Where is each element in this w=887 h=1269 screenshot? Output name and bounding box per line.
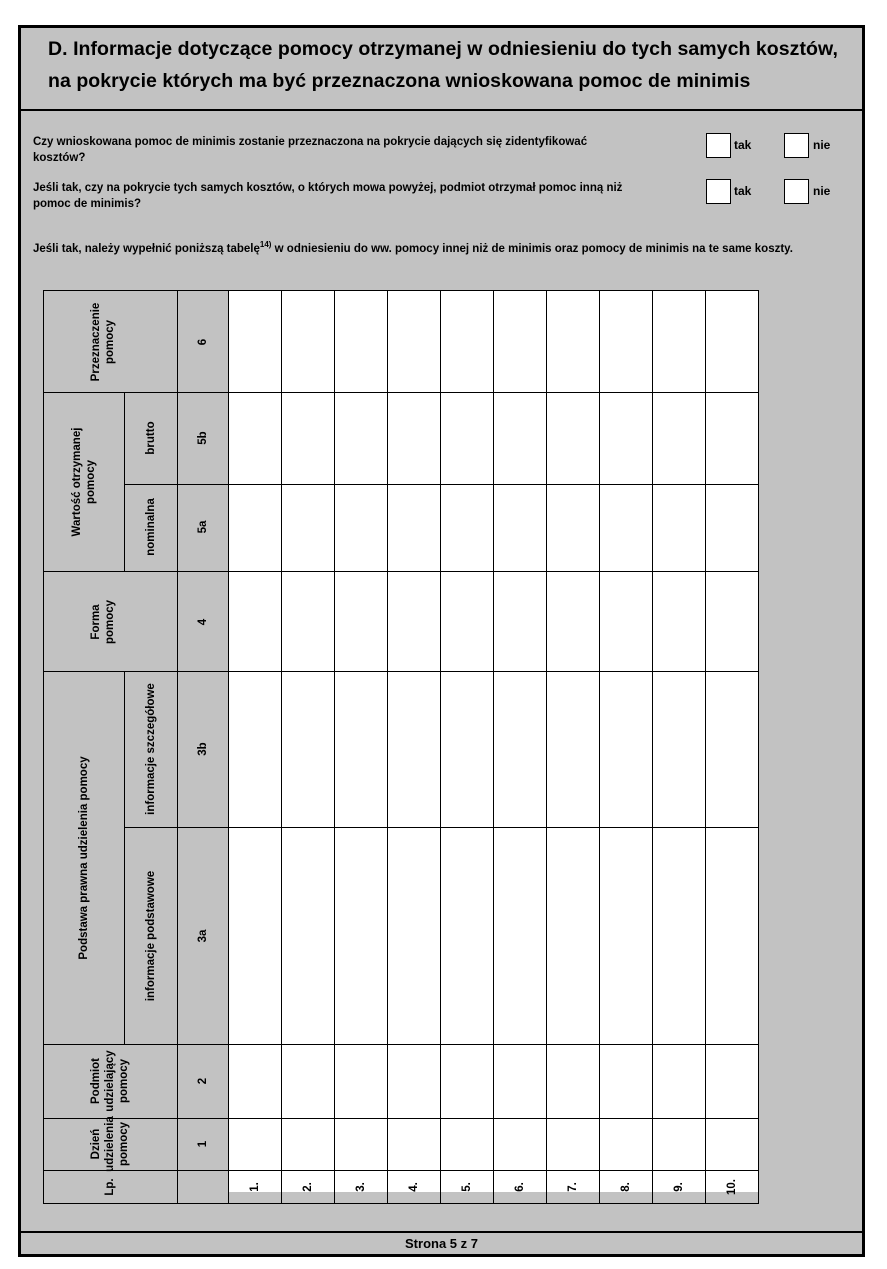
header-podstawa: Podstawa prawna udzielenia pomocy [78,756,90,960]
q1-no-label: nie [813,138,831,152]
header-podstawowe: informacje podstawowe [145,870,157,1002]
row-number: 8. [620,1182,632,1192]
q2-yes-label: tak [734,184,752,198]
q2-no-label: nie [813,184,831,198]
header-przeznaczenie: Przeznaczenie pomocy [90,302,116,382]
section-title-line-2: na pokrycie których ma być przeznaczona wnioskowana pomoc de minimis [48,70,751,92]
section-title-line-1: D. Informacje dotyczące pomocy otrzymanej w odniesieniu do tych samych kosztów, [48,38,838,60]
row-number: 7. [567,1182,579,1192]
page-number: Strona 5 z 7 [405,1236,478,1251]
aid-table-grid [21,28,862,1254]
header-brutto: brutto [145,421,157,455]
row-number: 9. [673,1182,685,1192]
column-code: 2 [197,1077,209,1085]
header-wartosc: Wartość otrzymanej pomocy [71,427,97,537]
question-3-text: Jeśli tak, należy wypełnić poniższą tabelę [33,242,260,255]
column-code: 3b [197,742,209,756]
row-number: 6. [514,1182,526,1192]
row-number: 2. [302,1182,314,1192]
header-nominalna: nominalna [145,498,157,556]
column-code: 5b [197,431,209,445]
row-number: 3. [355,1182,367,1192]
page-footer [21,1231,862,1254]
column-code: 6 [197,338,209,346]
row-number: 1. [249,1182,261,1192]
column-code: 1 [197,1140,209,1148]
header-szczegolowe: informacje szczegółowe [145,683,157,815]
header-podmiot: Podmiot udzielający pomocy [90,1050,130,1112]
q1-yes-label: tak [734,138,752,152]
header-lp: Lp. [104,1178,116,1196]
footnote-ref: 14) [259,240,272,249]
row-number: 4. [408,1182,420,1192]
column-code: 5a [197,520,209,534]
header-forma: Forma pomocy [90,599,116,645]
header-dzien: Dzień udzielenia pomocy [90,1116,130,1172]
question-3-text-cont: w odniesieniu do ww. pomocy innej niż de minimis oraz pomocy de minimis na te same koszty. [271,242,793,255]
question-2: Jeśli tak, czy na pokrycie tych samych kosztów, o których mowa powyżej, podmiot otrzymał pomoc inną niż pomoc de minimis? [33,182,623,210]
column-code: 3a [197,929,209,943]
column-code: 4 [197,618,209,626]
form-page [18,25,865,1257]
question-1: Czy wnioskowana pomoc de minimis zostanie przeznaczona na pokrycie dających się zidentyfikować kosztów? [33,136,588,164]
row-number: 10. [726,1179,738,1195]
row-number: 5. [461,1182,473,1192]
